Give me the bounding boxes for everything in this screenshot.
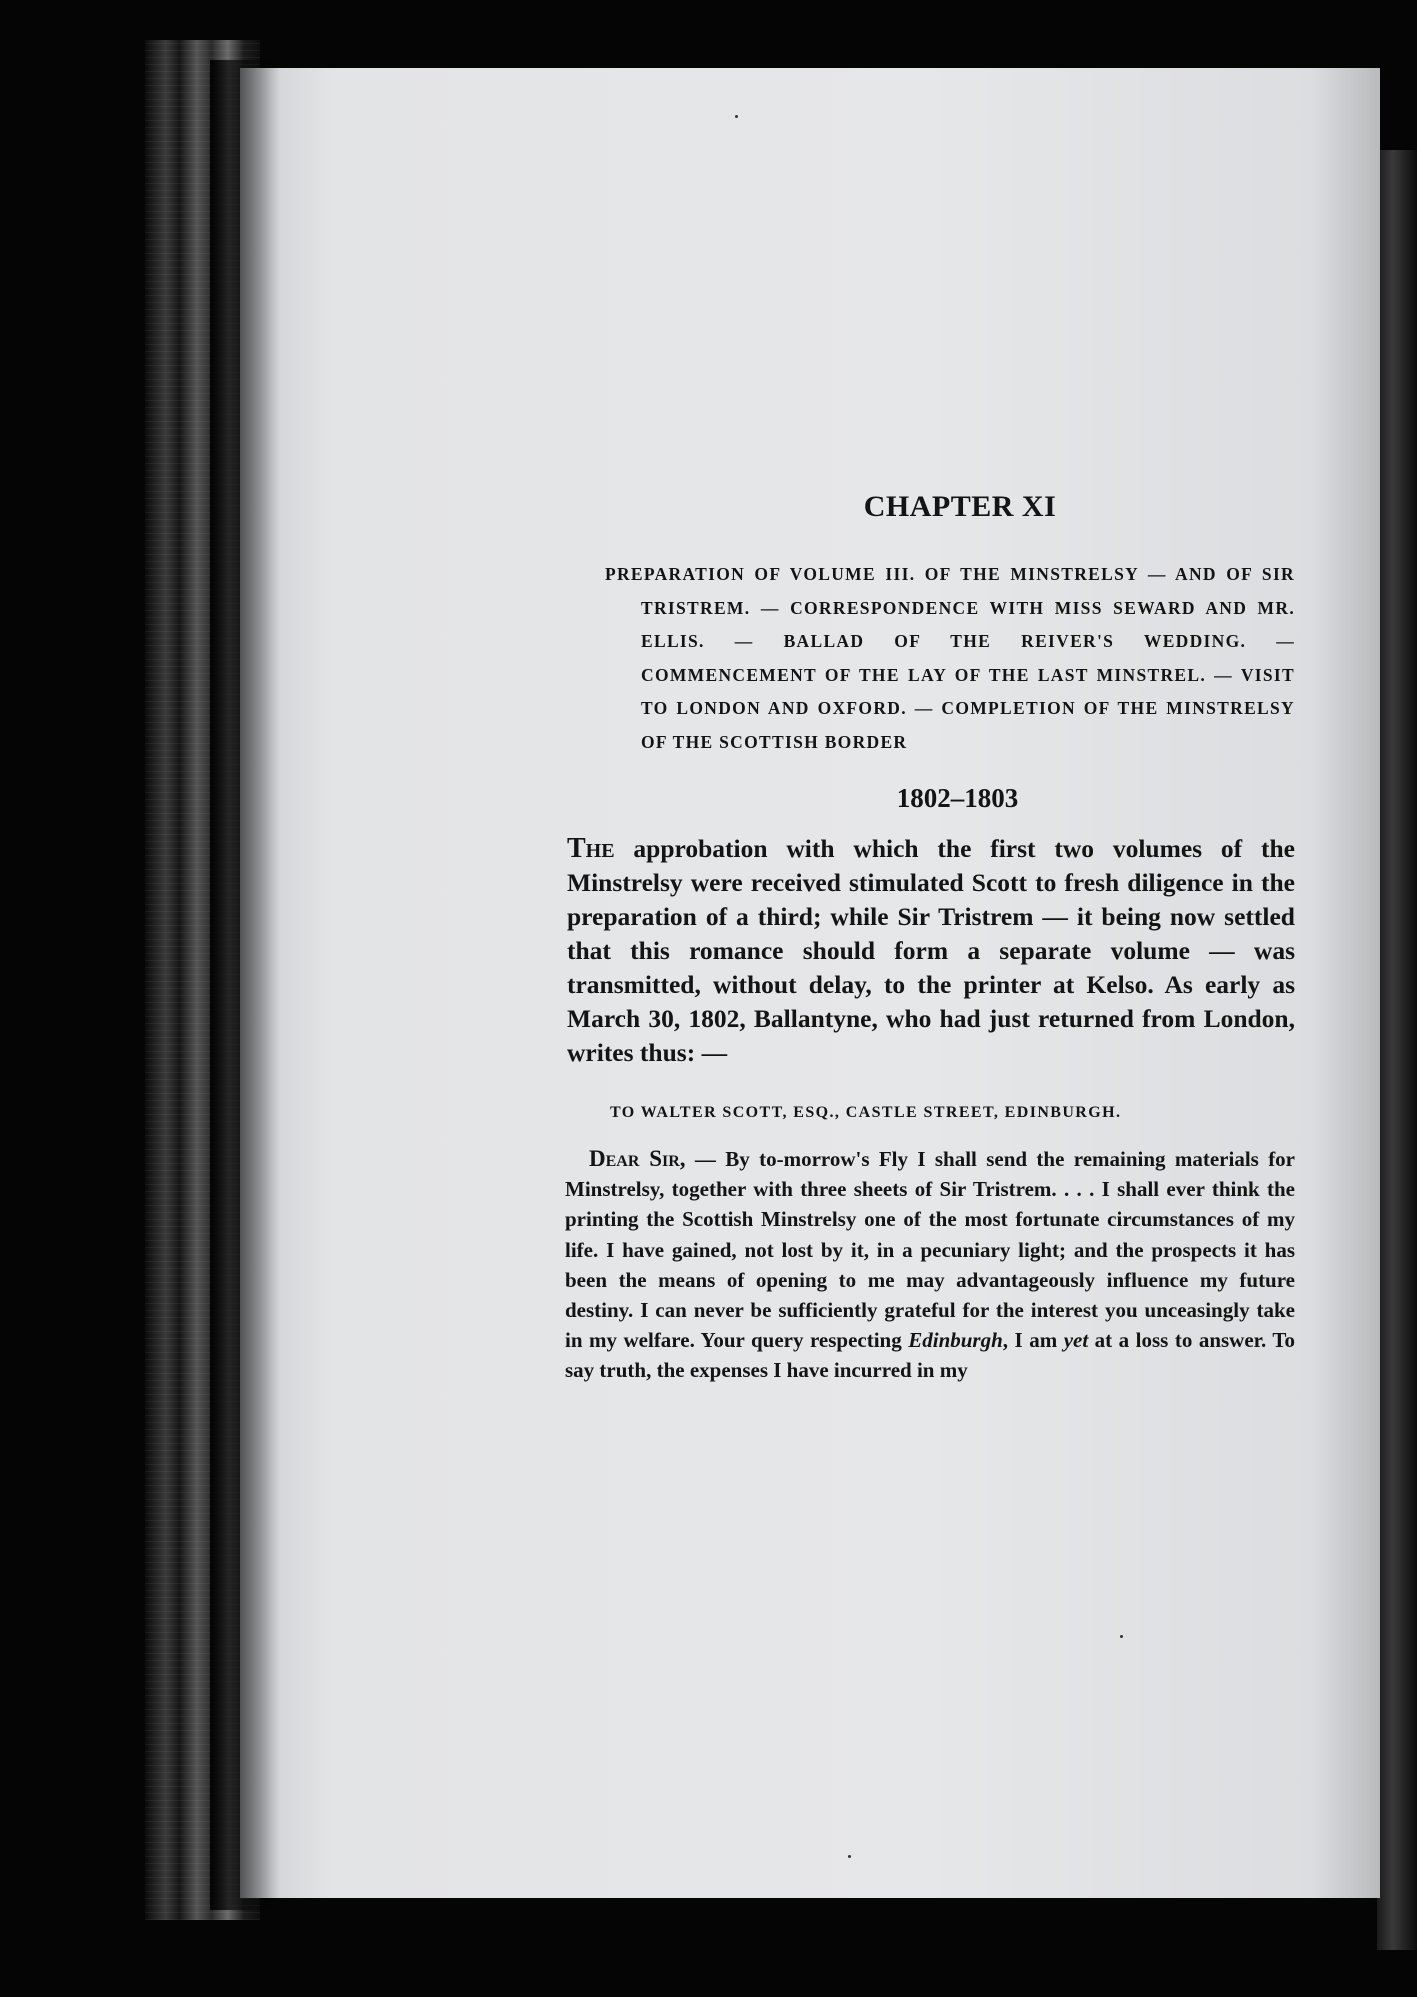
letter-text-part2: , I am <box>1002 1328 1064 1353</box>
chapter-years: 1802–1803 <box>896 783 1019 813</box>
letter-italic-place: Edinburgh <box>908 1328 1003 1353</box>
scan-speck <box>848 1855 851 1858</box>
letter-italic-yet: yet <box>1063 1328 1089 1353</box>
scan-speck <box>735 115 738 118</box>
letter-salutation: Dear Sir, <box>589 1146 686 1171</box>
letter-text-part3: at a loss to answer. To say truth, the expenses I have incurred in my <box>565 1328 1295 1383</box>
letter-body <box>565 1144 1295 1386</box>
letter-address: TO WALTER SCOTT, ESQ., CASTLE STREET, EDINBURGH. <box>610 1104 1122 1121</box>
page-edge-right <box>1377 150 1417 1950</box>
chapter-title: CHAPTER XI <box>863 490 1057 523</box>
paragraph-text: approbation with which the first two volumes of the Minstrelsy were received stimulated Scott to fresh diligence in the preparation of a third; while Sir Tristrem — it being now settled that this romance should form a separate volume — was transmitted, without delay, to the printer at Kelso. As early as March 30, 1802, Ballantyne, who had just returned from London, writes thus: — <box>567 834 1295 1067</box>
scan-speck <box>1120 1635 1123 1638</box>
opening-word: The <box>567 833 615 864</box>
page-content <box>565 490 1295 1407</box>
body-paragraph <box>567 832 1295 1070</box>
page-gutter-shadow <box>210 60 280 1910</box>
letter-text-part1: — By to-morrow's Fly I shall send the remaining materials for Minstrelsy, together with three sheets of Sir Tristrem. . . . I shall ever think the printing the Scottish Minstrelsy one of the most fortunate circumstances of my life. I have gained, not lost by it, in a pecuniary light; and the prospects it has been the means of opening to me may advantageously influence my future destiny. I can never be sufficiently grateful for the interest you unceasingly take in my welfare. Your query respecting <box>565 1147 1296 1353</box>
chapter-summary: PREPARATION OF VOLUME III. OF THE MINSTRELSY — AND OF SIR TRISTREM. — CORRESPONDENCE WITH MISS SEWARD AND MR. ELLIS. — BALLAD OF THE REIVER'S WEDDING. — COMMENCEMENT OF THE LAY OF THE LAST MINSTREL. — VISIT TO LONDON AND OXFORD. — COMPLETION OF THE MINSTRELSY OF THE SCOTTISH BORDER <box>605 564 1295 752</box>
